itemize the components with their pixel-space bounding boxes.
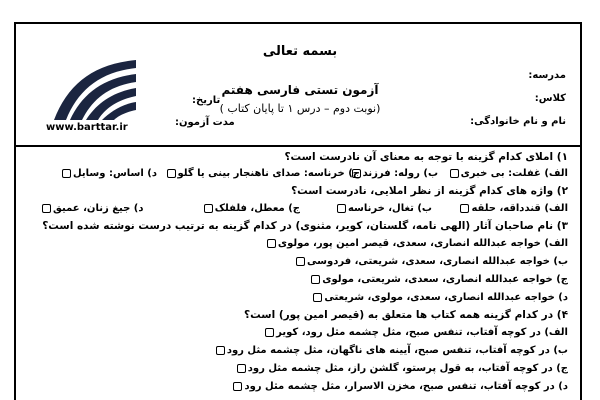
checkbox-icon[interactable] <box>42 204 51 213</box>
checkbox-icon[interactable] <box>296 257 305 266</box>
checkbox-icon[interactable] <box>216 346 225 355</box>
q3-option-c[interactable]: ج) خواجه عبدالله انصاری، سعدی، شریعتی، مولوی <box>309 274 568 285</box>
class-label: کلاس: <box>534 93 566 104</box>
question-4: ۴) در کدام گزینه همه کتاب ها متعلق به (قیصر امین پور) است؟ <box>244 309 568 321</box>
school-label: مدرسه: <box>528 70 566 81</box>
q4-option-a[interactable]: الف) در کوچه آفتاب، تنفس صبح، مثل چشمه مثل رود، کویر <box>263 327 568 338</box>
barttar-logo-icon <box>48 54 138 124</box>
checkbox-icon[interactable] <box>450 169 459 178</box>
q4-option-c[interactable]: ج) در کوچه آفتاب، به قول پرستو، گلشن راز، مثل چشمه مثل رود <box>235 363 568 374</box>
name-label: نام و نام خانوادگی: <box>470 116 566 127</box>
question-3: ۳) نام صاحبان آثار (الهی نامه، گلستان، کویر، مثنوی) در کدام گزینه به ترتیب درست نوشته شده است؟ <box>42 220 568 232</box>
question-2: ۲) واژه های کدام گزینه از نظر املایی، نادرست است؟ <box>291 185 568 197</box>
duration-label: مدت آزمون: <box>175 117 235 128</box>
question-1: ۱) املای کدام گزینه با توجه به معنای آن نادرست است؟ <box>284 151 568 163</box>
q2-option-b[interactable]: ب) تغال، خرناسه <box>335 203 432 214</box>
checkbox-icon[interactable] <box>62 169 71 178</box>
q3-option-d[interactable]: د) خواجه عبدالله انصاری، سعدی، مولوی، شریعتی <box>311 292 568 303</box>
q1-option-b[interactable]: ب) روله: فرزند <box>350 168 438 179</box>
q1-option-c[interactable]: ج) خرناسه: صدای ناهنجار بینی یا گلو <box>165 168 361 179</box>
exam-subtitle: (نوبت دوم – درس ۱ تا پایان کتاب ) <box>219 102 381 115</box>
bismillah-heading: بسمه تعالی <box>262 44 338 59</box>
q4-option-b[interactable]: ب) در کوچه آفتاب، تنفس صبح، آیینه های ناگهان، مثل چشمه مثل رود <box>214 345 568 356</box>
checkbox-icon[interactable] <box>265 328 274 337</box>
checkbox-icon[interactable] <box>460 204 469 213</box>
q2-option-a[interactable]: الف) قندداقه، حلقه <box>458 203 568 214</box>
q4-option-d[interactable]: د) در کوچه آفتاب، تنفس صبح، مخزن الاسرار، مثل چشمه مثل رود <box>231 381 568 392</box>
checkbox-icon[interactable] <box>233 382 242 391</box>
checkbox-icon[interactable] <box>267 239 276 248</box>
exam-title: آزمون تستی فارسی هفتم <box>221 83 379 97</box>
site-url[interactable]: www.barttar.ir <box>46 122 128 133</box>
q3-option-a[interactable]: الف) خواجه عبدالله انصاری، سعدی، قیصر امین پور، مولوی <box>265 238 568 249</box>
date-label: تاریخ: <box>192 95 221 106</box>
checkbox-icon[interactable] <box>237 364 246 373</box>
checkbox-icon[interactable] <box>313 293 322 302</box>
q1-option-a[interactable]: الف) غفلت: بی خبری <box>448 168 568 179</box>
q1-option-d[interactable]: د) اساس: وسایل <box>60 168 157 179</box>
checkbox-icon[interactable] <box>204 204 213 213</box>
checkbox-icon[interactable] <box>167 169 176 178</box>
checkbox-icon[interactable] <box>311 275 320 284</box>
checkbox-icon[interactable] <box>337 204 346 213</box>
q3-option-b[interactable]: ب) خواجه عبدالله انصاری، سعدی، شریعتی، فردوسی <box>294 256 568 267</box>
q2-option-d[interactable]: د) جیغ زنان، عمیق <box>40 203 144 214</box>
header-divider <box>14 145 582 147</box>
q2-option-c[interactable]: ج) معطل، فلفلک <box>202 203 300 214</box>
